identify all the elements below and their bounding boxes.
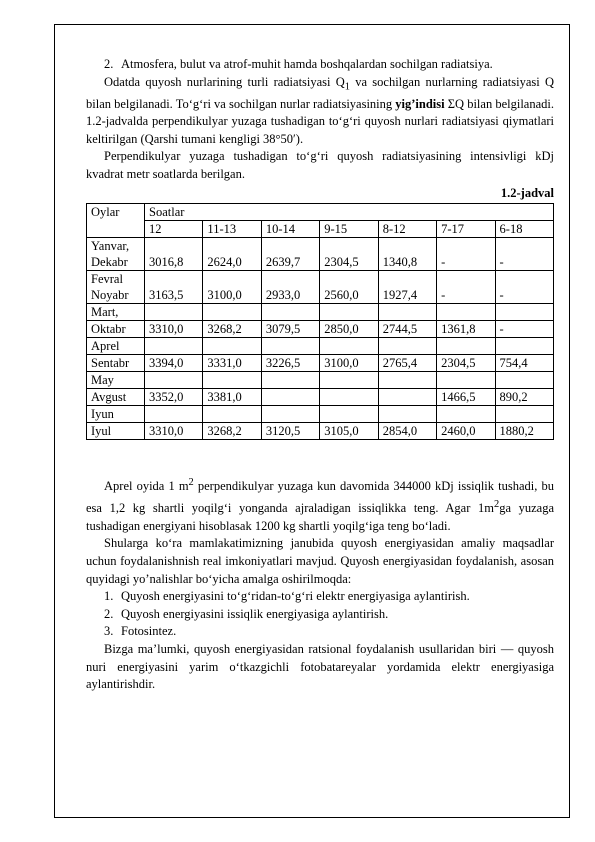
month-label: Iyul	[91, 424, 112, 439]
hour-header: 11-13	[203, 221, 261, 238]
value-cell	[378, 406, 436, 423]
value-cell: 3310,0	[145, 321, 203, 338]
value-cell: 2624,0	[203, 238, 261, 271]
table-row	[87, 406, 554, 423]
value-cell	[378, 304, 436, 321]
value-cell: 3226,5	[261, 355, 319, 372]
value-cell: 1361,8	[437, 321, 495, 338]
value-cell	[495, 372, 553, 389]
month-label: Fevral	[91, 272, 123, 287]
directions-list	[86, 588, 554, 641]
value-cell: -	[495, 271, 553, 304]
value-cell	[320, 389, 378, 406]
month-cell	[87, 355, 145, 372]
value-cell: 3100,0	[320, 355, 378, 372]
value-cell	[145, 372, 203, 389]
value-cell: 2639,7	[261, 238, 319, 271]
header-months: Oylar	[87, 204, 145, 238]
value-cell	[261, 372, 319, 389]
text-run: perpendikulyar yuzaga kun davomida 344000 kDj issiqlik tushadi, bu esa 1,2 kg shartli yoqilg‘i yonganda ajraladigan issiqlikka teng. Agar 1m	[86, 479, 554, 516]
value-cell: 3105,0	[320, 423, 378, 440]
value-cell: 1880,2	[495, 423, 553, 440]
value-cell	[320, 372, 378, 389]
value-cell	[437, 372, 495, 389]
paragraph-april	[86, 474, 554, 535]
hour-header: 7-17	[437, 221, 495, 238]
value-cell	[320, 406, 378, 423]
value-cell	[145, 406, 203, 423]
list-text: Atmosfera, bulut va atrof-muhit hamda boshqalardan sochilgan radiatsiya.	[121, 57, 493, 71]
value-cell: 2460,0	[437, 423, 495, 440]
table-header-row	[87, 204, 554, 221]
value-cell	[203, 304, 261, 321]
month-label: Mart,	[91, 305, 119, 320]
month-cell	[87, 372, 145, 389]
list-number: 1.	[104, 589, 114, 604]
text-run: ga yuzaga tushadigan energiyani hisoblasak 1200 kg shartli yoqilg‘iga teng bo‘ladi.	[86, 501, 554, 533]
value-cell	[495, 304, 553, 321]
value-cell: 3016,8	[145, 238, 203, 271]
table-row	[87, 321, 554, 338]
value-cell: 2744,5	[378, 321, 436, 338]
value-cell: -	[437, 271, 495, 304]
value-cell: 1927,4	[378, 271, 436, 304]
list-item	[86, 606, 554, 624]
value-cell	[203, 372, 261, 389]
text-run: va sochilgan nurlarning radiatsiyasi Q bilan belgilanadi. To‘g‘ri va sochilgan nurlar radiatsiyasining	[86, 74, 554, 111]
superscript: 2	[493, 499, 500, 510]
value-cell: 2304,5	[320, 238, 378, 271]
value-cell: 2560,0	[320, 271, 378, 304]
table-row	[87, 372, 554, 389]
list-number: 3.	[104, 624, 114, 639]
paragraph-possibilities: Shularga ko‘ra mamlakatimizning janubida quyosh energiyasidan amaliy maqsadlar uchun foydalanishnish real imkoniyatlari mavjud. Quyosh energiyasidan foydalanish, asosan quyidagi yo’nalishlar bo‘yicha amalga oshirilmoqda:	[86, 536, 554, 586]
month-cell	[87, 389, 145, 406]
value-cell	[437, 406, 495, 423]
list-item	[86, 588, 554, 606]
table-row	[87, 338, 554, 355]
value-cell: 3394,0	[145, 355, 203, 372]
month-cell	[87, 321, 145, 338]
table-label: 1.2-jadval	[500, 185, 554, 200]
value-cell	[378, 389, 436, 406]
month-label: Iyun	[91, 407, 114, 422]
value-cell: 3310,0	[145, 423, 203, 440]
value-cell: 1466,5	[437, 389, 495, 406]
value-cell: 754,4	[495, 355, 553, 372]
month-cell	[87, 338, 145, 355]
month-cell	[87, 304, 145, 321]
table-row	[87, 271, 554, 304]
value-cell: 1340,8	[378, 238, 436, 271]
value-cell	[145, 338, 203, 355]
list-number: 2.	[104, 606, 114, 621]
value-cell: 3079,5	[261, 321, 319, 338]
spacer	[86, 440, 554, 474]
list-text: Quyosh energiyasini to‘g‘ridan-to‘g‘ri elektr energiyasiga aylantirish.	[121, 589, 470, 604]
month-label: Aprel	[91, 339, 120, 354]
value-cell	[378, 372, 436, 389]
table-row	[87, 389, 554, 406]
table-row	[87, 238, 554, 271]
list-text: Quyosh energiyasini issiqlik energiyasiga aylantirish.	[121, 606, 389, 621]
month-label: Noyabr	[91, 288, 129, 303]
table-row	[87, 355, 554, 372]
hour-header: 12	[145, 221, 203, 238]
value-cell	[261, 389, 319, 406]
list-number: 2.	[104, 57, 114, 71]
value-cell: -	[437, 238, 495, 271]
paragraph-conclusion: Bizga ma’lumki, quyosh energiyasidan ratsional foydalanish usullaridan biri — quyosh nuri energiyasini yarim o‘tkazgichli fotobatareyalar yordamida elektr energiyasiga aylantirishdir.	[86, 641, 554, 692]
paragraph-radiation	[86, 74, 554, 149]
month-label: Dekabr	[91, 255, 128, 270]
text-run: ΣQ bilan belgilanadi. 1.2-jadvalda perpendikulyar yuzaga tushadigan to‘g‘ri quyosh nurlari radiatsiyasi qiymatlari keltirilgan (Qarshi tumani kengligi 38°50′).	[86, 96, 554, 146]
hour-header: 8-12	[378, 221, 436, 238]
paragraph-intensity: Perpendikulyar yuzaga tushadigan to‘g‘ri quyosh radiatsiyasining intensivligi kDj kvadrat metr soatlarda berilgan.	[86, 149, 554, 182]
document-body	[86, 56, 554, 694]
hours-row	[87, 221, 554, 238]
value-cell: 3352,0	[145, 389, 203, 406]
value-cell: 3100,0	[203, 271, 261, 304]
value-cell	[203, 406, 261, 423]
table-row	[87, 423, 554, 440]
hour-header: 6-18	[495, 221, 553, 238]
value-cell: -	[495, 238, 553, 271]
value-cell: 2765,4	[378, 355, 436, 372]
month-cell	[87, 406, 145, 423]
value-cell: 3268,2	[203, 423, 261, 440]
month-label: Sentabr	[91, 356, 130, 371]
value-cell: 2933,0	[261, 271, 319, 304]
text-run: Odatda quyosh nurlarining turli radiatsiyasi Q	[104, 74, 345, 89]
subscript: 1	[344, 81, 350, 93]
bold-term: yig’indisi	[395, 96, 445, 111]
hour-header: 10-14	[261, 221, 319, 238]
month-cell	[87, 271, 145, 304]
header-hours: Soatlar	[145, 204, 554, 221]
value-cell: 2304,5	[437, 355, 495, 372]
value-cell: 3331,0	[203, 355, 261, 372]
value-cell: 3120,5	[261, 423, 319, 440]
value-cell: 3381,0	[203, 389, 261, 406]
value-cell	[261, 406, 319, 423]
list-text: Fotosintez.	[121, 624, 177, 639]
value-cell	[495, 338, 553, 355]
value-cell	[437, 304, 495, 321]
value-cell	[320, 338, 378, 355]
value-cell: -	[495, 321, 553, 338]
value-cell	[261, 304, 319, 321]
value-cell	[320, 304, 378, 321]
value-cell	[378, 338, 436, 355]
value-cell	[145, 304, 203, 321]
superscript: 2	[188, 477, 194, 489]
value-cell	[261, 338, 319, 355]
hour-header: 9-15	[320, 221, 378, 238]
value-cell: 2850,0	[320, 321, 378, 338]
value-cell: 2854,0	[378, 423, 436, 440]
list-item	[86, 623, 554, 641]
month-cell	[87, 423, 145, 440]
radiation-table	[86, 203, 554, 440]
value-cell: 3268,2	[203, 321, 261, 338]
list-item-2	[86, 56, 554, 74]
value-cell: 3163,5	[145, 271, 203, 304]
value-cell: 890,2	[495, 389, 553, 406]
table-row	[87, 304, 554, 321]
month-cell	[87, 238, 145, 271]
value-cell	[495, 406, 553, 423]
text-run: Aprel oyida 1 m	[104, 479, 189, 494]
month-label: May	[91, 373, 114, 388]
value-cell	[437, 338, 495, 355]
month-label: Yanvar,	[91, 239, 130, 254]
month-label: Oktabr	[91, 322, 126, 337]
value-cell	[203, 338, 261, 355]
month-label: Avgust	[91, 390, 127, 405]
